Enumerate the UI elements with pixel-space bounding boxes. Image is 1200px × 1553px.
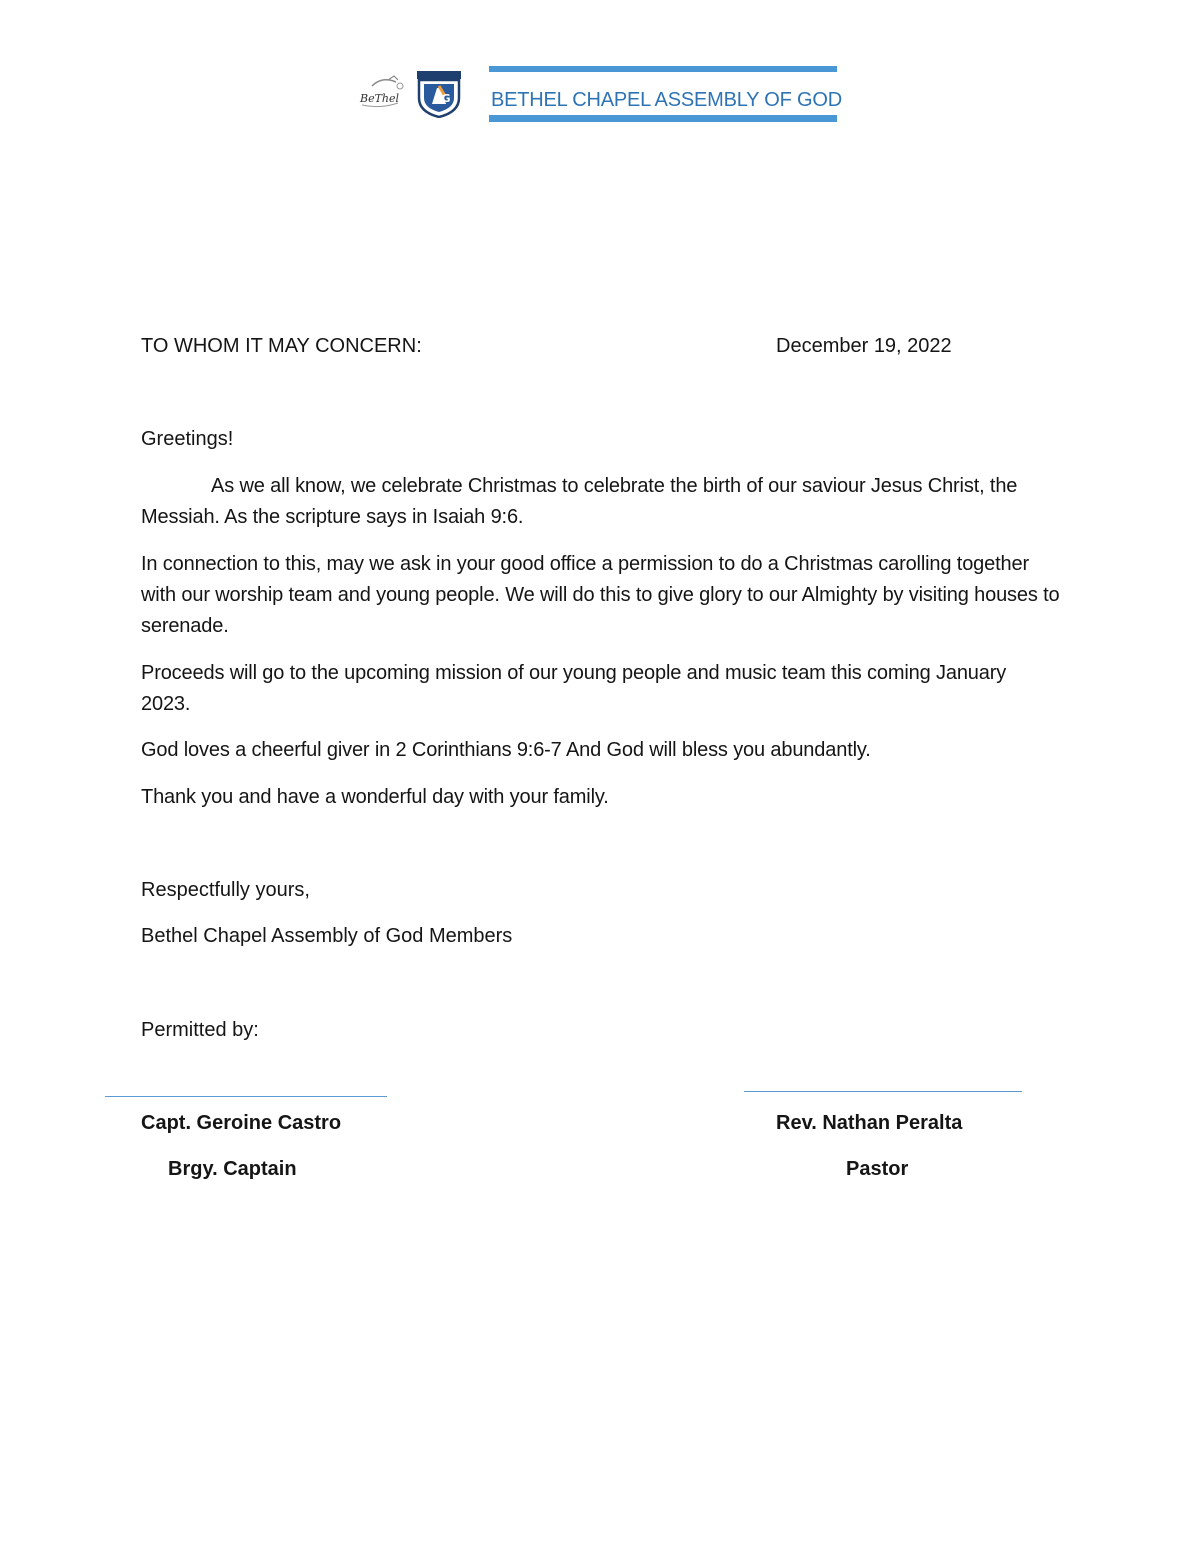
header-bottom-rule xyxy=(489,115,837,122)
signature-line-left xyxy=(105,1096,387,1097)
permitted-by-label: Permitted by: xyxy=(141,1019,259,1041)
signatory-title-left: Brgy. Captain xyxy=(168,1158,297,1180)
closing: Respectfully yours, xyxy=(141,879,310,901)
salutation-to: TO WHOM IT MAY CONCERN: xyxy=(141,335,422,357)
greeting: Greetings! xyxy=(141,428,234,450)
assembly-of-god-logo-icon xyxy=(415,70,463,118)
letter-date: December 19, 2022 xyxy=(776,335,952,357)
signatory-name-right: Rev. Nathan Peralta xyxy=(776,1112,963,1134)
body-paragraph-1: As we all know, we celebrate Christmas to celebrate the birth of our saviour Jesus Christ, the Messiah. As the scripture says in Isaiah 9:6. xyxy=(141,475,1018,528)
signature-line-right xyxy=(744,1091,1022,1092)
signatory-name-left: Capt. Geroine Castro xyxy=(141,1112,342,1134)
signatory-title-right: Pastor xyxy=(846,1158,909,1180)
body-paragraph-5: Thank you and have a wonderful day with your family. xyxy=(141,786,609,808)
body-paragraph-3: Proceeds will go to the upcoming mission of our young people and music team this coming January 2023. xyxy=(141,662,1007,715)
svg-text:AG: AG xyxy=(433,92,451,105)
organization-title: BETHEL CHAPEL ASSEMBLY OF GOD xyxy=(491,89,842,111)
bethel-logo-icon xyxy=(358,72,408,112)
body-paragraph-4: God loves a cheerful giver in 2 Corinthians 9:6-7 And God will bless you abundantly. xyxy=(141,739,871,761)
header-top-rule xyxy=(489,66,837,72)
sender: Bethel Chapel Assembly of God Members xyxy=(141,925,513,947)
body-paragraph-2: In connection to this, may we ask in your good office a permission to do a Christmas carolling together with our worship team and young people. We will do this to give glory to our Almighty by visiting houses to serenade. xyxy=(141,553,1060,637)
svg-text:BeThel: BeThel xyxy=(360,92,400,105)
